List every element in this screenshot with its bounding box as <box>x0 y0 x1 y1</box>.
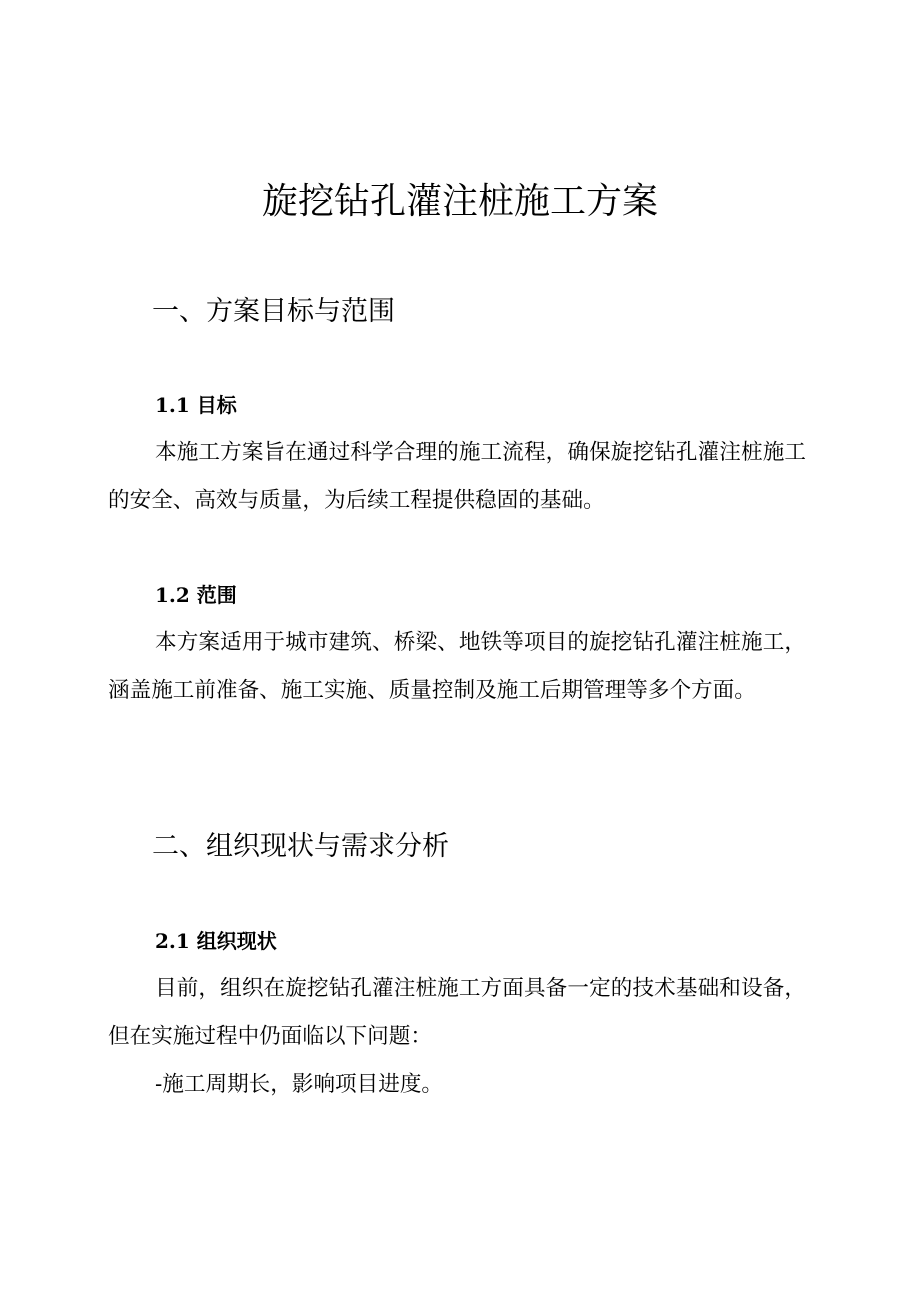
section-heading-1: 一、方案目标与范围 <box>152 296 395 327</box>
document-title: 旋挖钻孔灌注桩施工方案 <box>261 181 658 222</box>
paragraph-2-1: 目前，组织在旋挖钻孔灌注桩施工方面具备一定的技术基础和设备，但在实施过程中仍面临以下问题： <box>108 976 806 1049</box>
subsection-heading-1-2: 1.2 范围 <box>155 583 237 607</box>
paragraph-1-1: 本施工方案旨在通过科学合理的施工流程，确保旋挖钻孔灌注桩施工的安全、高效与质量，为后续工程提供稳固的基础。 <box>108 440 806 513</box>
section-heading-2: 二、组织现状与需求分析 <box>152 831 449 862</box>
subsection-heading-1-1: 1.1 目标 <box>155 393 237 417</box>
paragraph-2-1-bullet: -施工周期长，影响项目进度。 <box>155 1072 444 1097</box>
paragraph-1-2: 本方案适用于城市建筑、桥梁、地铁等项目的旋挖钻孔灌注桩施工，涵盖施工前准备、施工实施、质量控制及施工后期管理等多个方面。 <box>108 630 806 703</box>
subsection-heading-2-1: 2.1 组织现状 <box>155 929 277 953</box>
